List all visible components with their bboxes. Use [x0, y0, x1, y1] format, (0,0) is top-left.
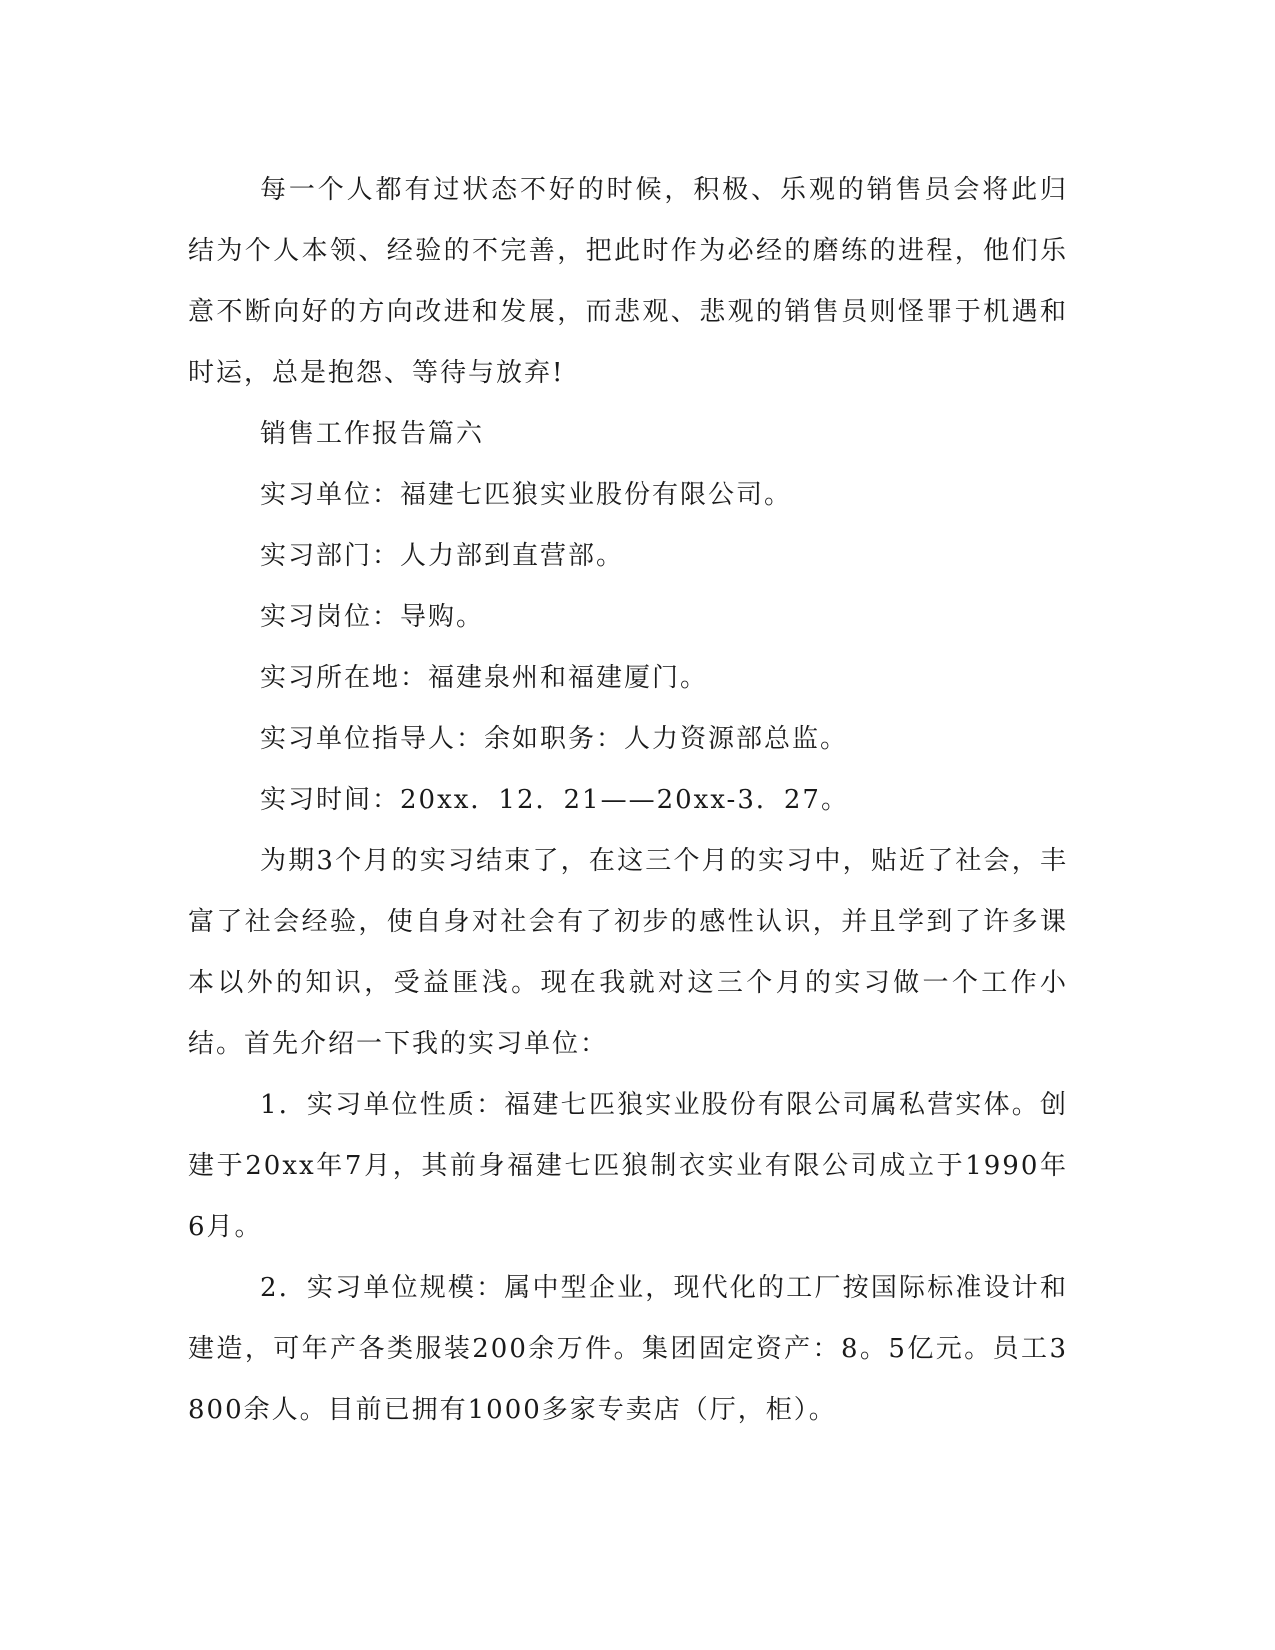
section-heading: 销售工作报告篇六 — [260, 419, 485, 449]
internship-period: 实习时间：20xx．12．21——20xx-3．27。 — [260, 785, 849, 815]
paragraph-company-scale: 2．实习单位规模：属中型企业，现代化的工厂按国际标准设计和建造，可年产各类服装200余万件。集团固定资产：8。5亿元。员工3800余人。目前已拥有1000多家专卖店（厅，柜）。 — [188, 1273, 1068, 1425]
internship-location: 实习所在地：福建泉州和福建厦门。 — [260, 663, 709, 693]
internship-department: 实习部门：人力部到直营部。 — [260, 541, 625, 571]
paragraph-attitude: 每一个人都有过状态不好的时候，积极、乐观的销售员会将此归结为个人本领、经验的不完善，把此时作为必经的磨练的进程，他们乐意不断向好的方向改进和发展，而悲观、悲观的销售员则怪罪于机遇和时运，总是抱怨、等待与放弃! — [188, 175, 1068, 388]
internship-company: 实习单位：福建七匹狼实业股份有限公司。 — [260, 480, 793, 510]
paragraph-summary-intro: 为期3个月的实习结束了，在这三个月的实习中，贴近了社会，丰富了社会经验，使自身对社会有了初步的感性认识，并且学到了许多课本以外的知识，受益匪浅。现在我就对这三个月的实习做一个工作小结。首先介绍一下我的实习单位： — [188, 846, 1068, 1059]
paragraph-company-nature: 1．实习单位性质：福建七匹狼实业股份有限公司属私营实体。创建于20xx年7月，其前身福建七匹狼制衣实业有限公司成立于1990年6月。 — [188, 1090, 1068, 1242]
document-body — [188, 160, 1068, 1441]
internship-supervisor: 实习单位指导人：余如职务：人力资源部总监。 — [260, 724, 849, 754]
internship-position: 实习岗位：导购。 — [260, 602, 485, 632]
